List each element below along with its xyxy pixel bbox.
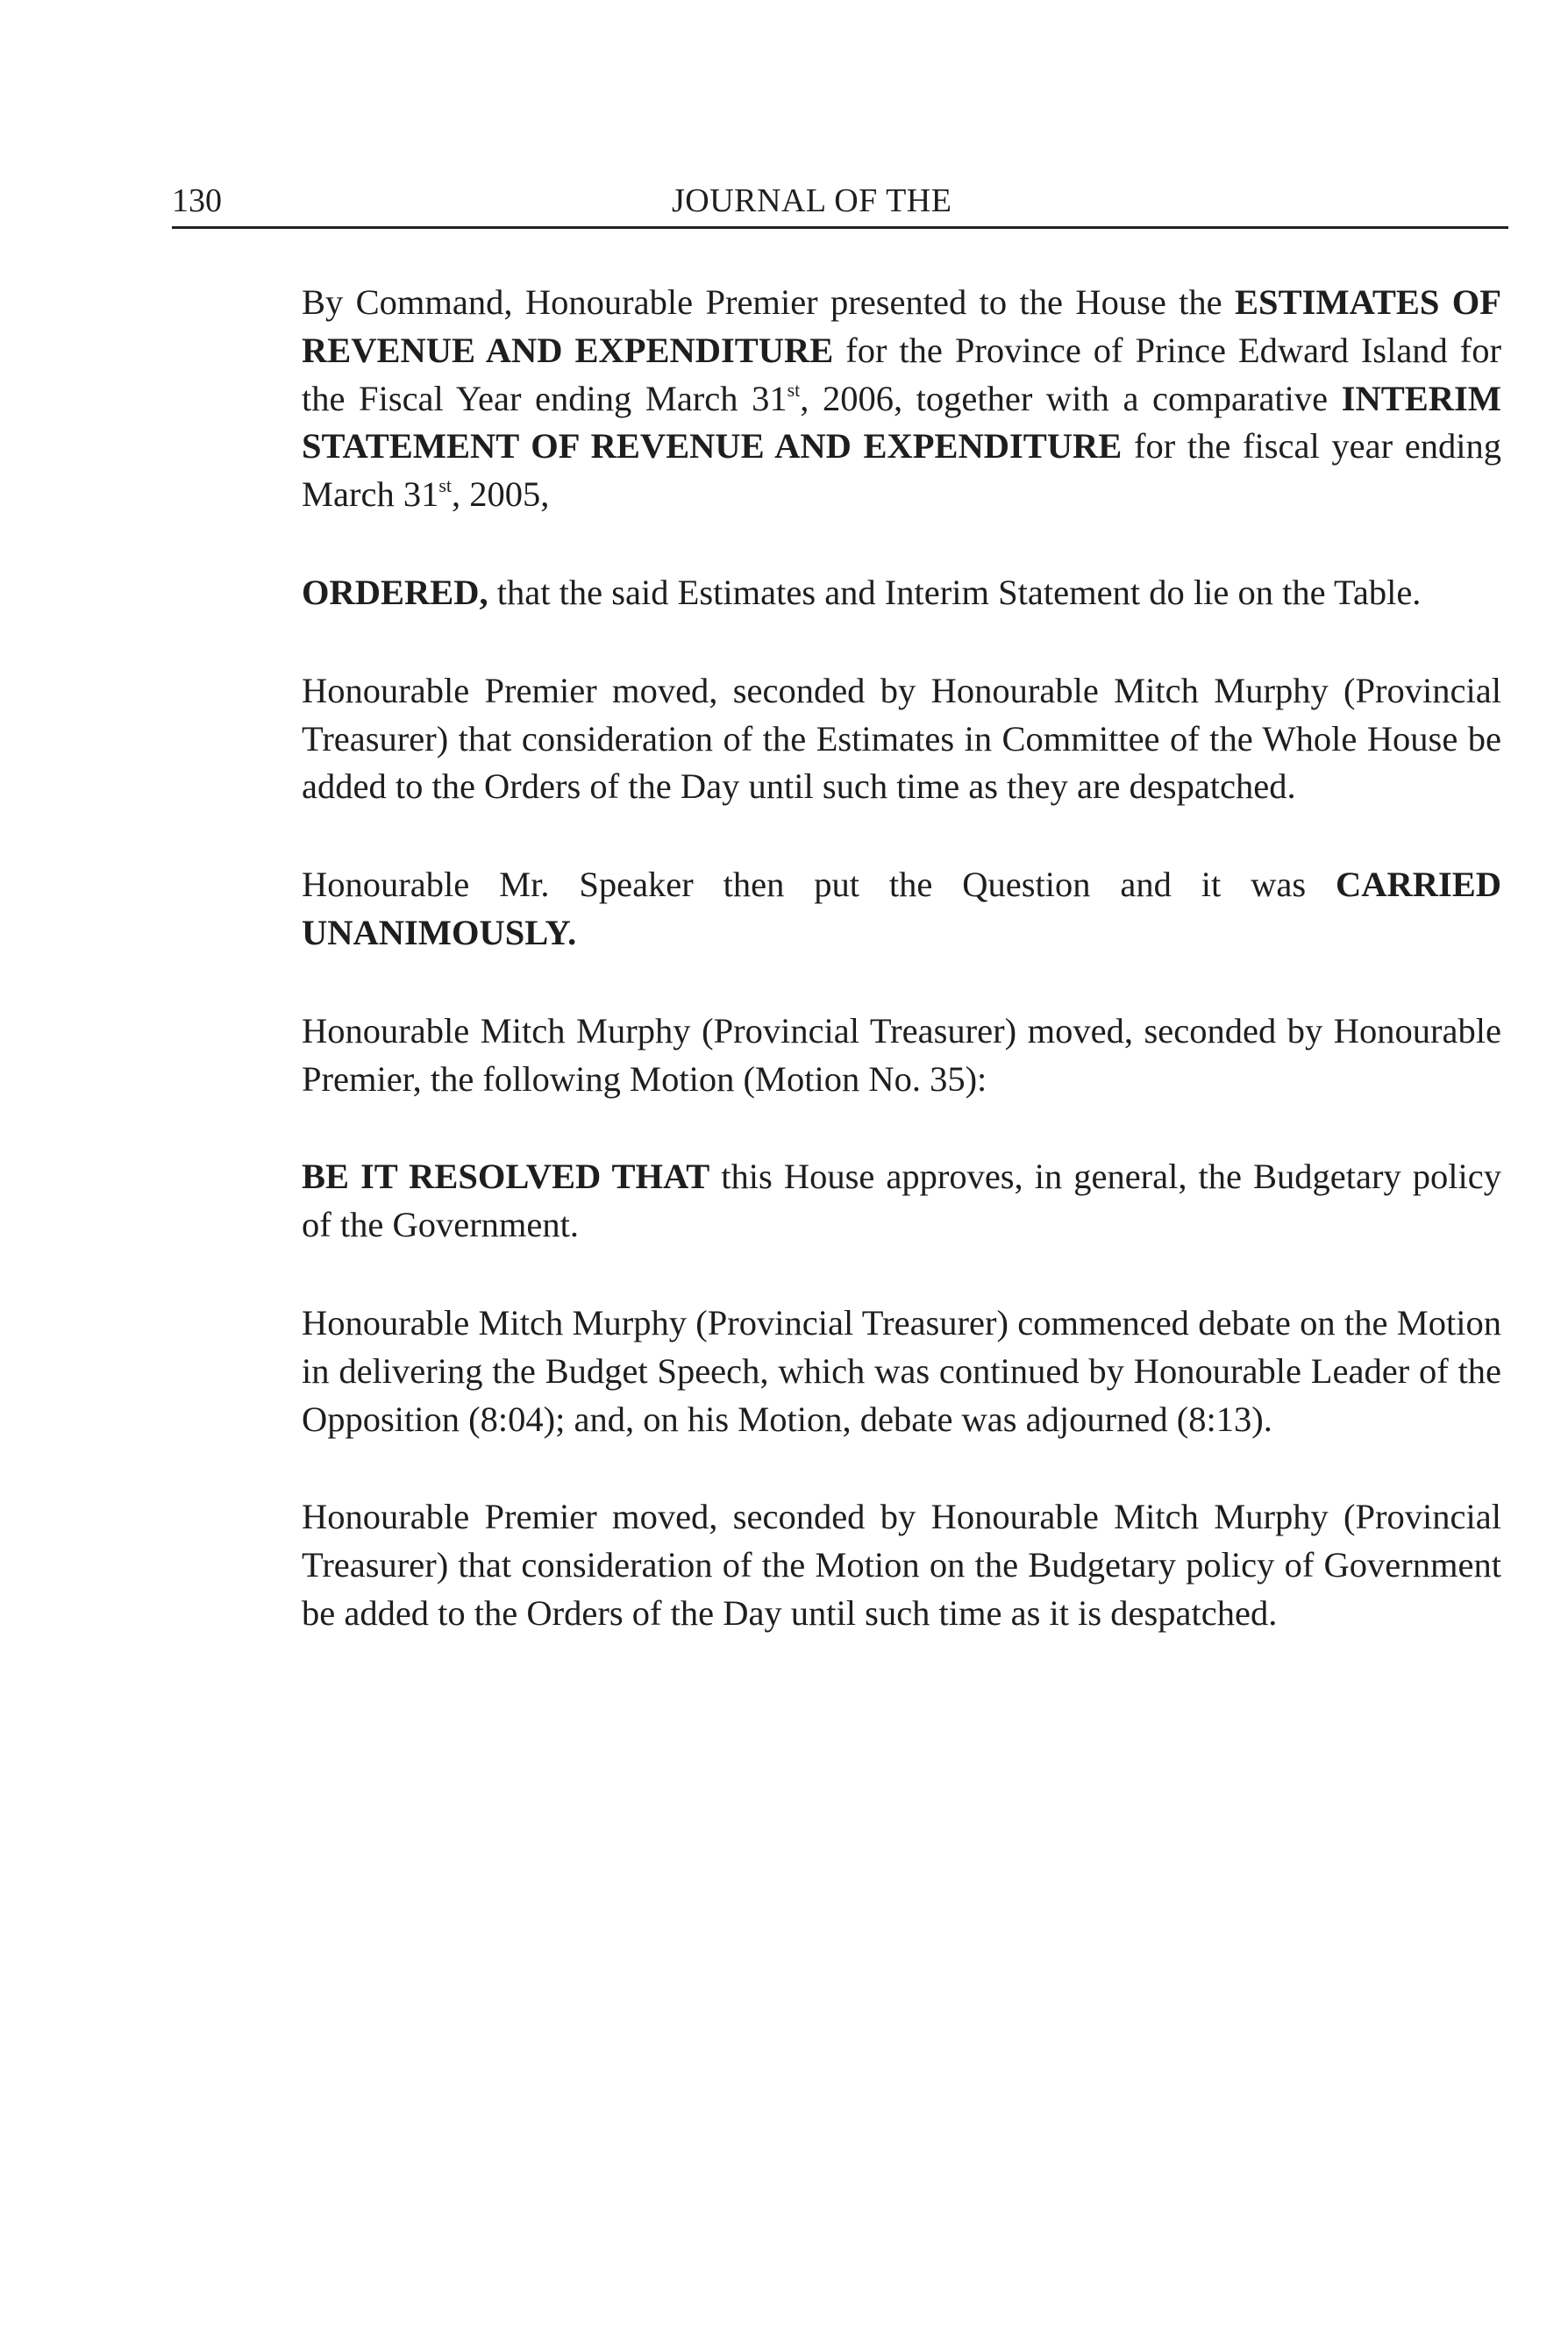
bold-run: CARRIED UNANIMOUSLY. — [302, 865, 1501, 952]
bold-run: BE IT RESOLVED THAT — [302, 1157, 710, 1197]
text-run: Honourable Premier moved, seconded by Honourable Mitch Murphy (Provincial Treasurer) that consideration of the Estimates in Committee of the Whole House be added to the Orders of the Day until such time as they are despatched. — [302, 670, 1501, 807]
running-head: JOURNAL OF THE — [672, 182, 952, 219]
text-run: Honourable Mitch Murphy (Provincial Treasurer) commenced debate on the Motion in delivering the Budget Speech, which was continued by Honourable Leader of the Opposition (8:04); and, on his Motion, debate was adjourned (8:13). — [302, 1302, 1501, 1439]
text-run: Honourable Mr. Speaker then put the Question and it was — [302, 865, 1336, 905]
text-run: Honourable Premier moved, seconded by Honourable Mitch Murphy (Provincial Treasurer) that consideration of the Motion on the Budgetary policy of Government be added to the Orders of the Day until such time as it is despatched. — [302, 1497, 1501, 1633]
text-run: , 2006, together with a comparative — [800, 378, 1342, 418]
paragraph-estimates-presented — [302, 279, 1501, 519]
text-run: By Command, Honourable Premier presented to the House the — [302, 282, 1236, 322]
text-run: this House approves, in general, the Budgetary policy of the Government. — [302, 1157, 1502, 1245]
bold-run: INTERIM STATEMENT OF REVENUE AND EXPENDITURE — [302, 378, 1501, 466]
paragraph-motion-35 — [302, 1008, 1501, 1104]
header-rule — [172, 226, 1508, 229]
text-run: that the said Estimates and Interim Statement do lie on the Table. — [488, 572, 1422, 612]
journal-body — [302, 279, 1501, 1688]
page-header — [172, 181, 1508, 228]
bold-run: ORDERED, — [302, 572, 488, 612]
paragraph-question-carried — [302, 861, 1501, 958]
paragraph-budget-speech — [302, 1300, 1501, 1443]
paragraph-ordered — [302, 569, 1501, 617]
paragraph-estimates-motion — [302, 667, 1501, 811]
text-run: Honourable Mitch Murphy (Provincial Treasurer) moved, seconded by Honourable Premier, the following Motion (Motion No. 35): — [302, 1010, 1501, 1099]
paragraph-resolution — [302, 1153, 1501, 1250]
bold-run: ESTIMATES OF REVENUE AND EXPENDITURE — [302, 282, 1501, 370]
text-run: for the Province of Prince Edward Island for the Fiscal Year ending March 31 — [302, 330, 1501, 418]
paragraph-budgetary-motion — [302, 1493, 1501, 1637]
text-run: for the fiscal year ending March 31 — [302, 426, 1502, 515]
ordinal-suffix: st — [787, 378, 801, 401]
page-number: 130 — [172, 182, 222, 219]
ordinal-suffix: st — [438, 474, 453, 497]
text-run: , 2005, — [452, 474, 550, 515]
